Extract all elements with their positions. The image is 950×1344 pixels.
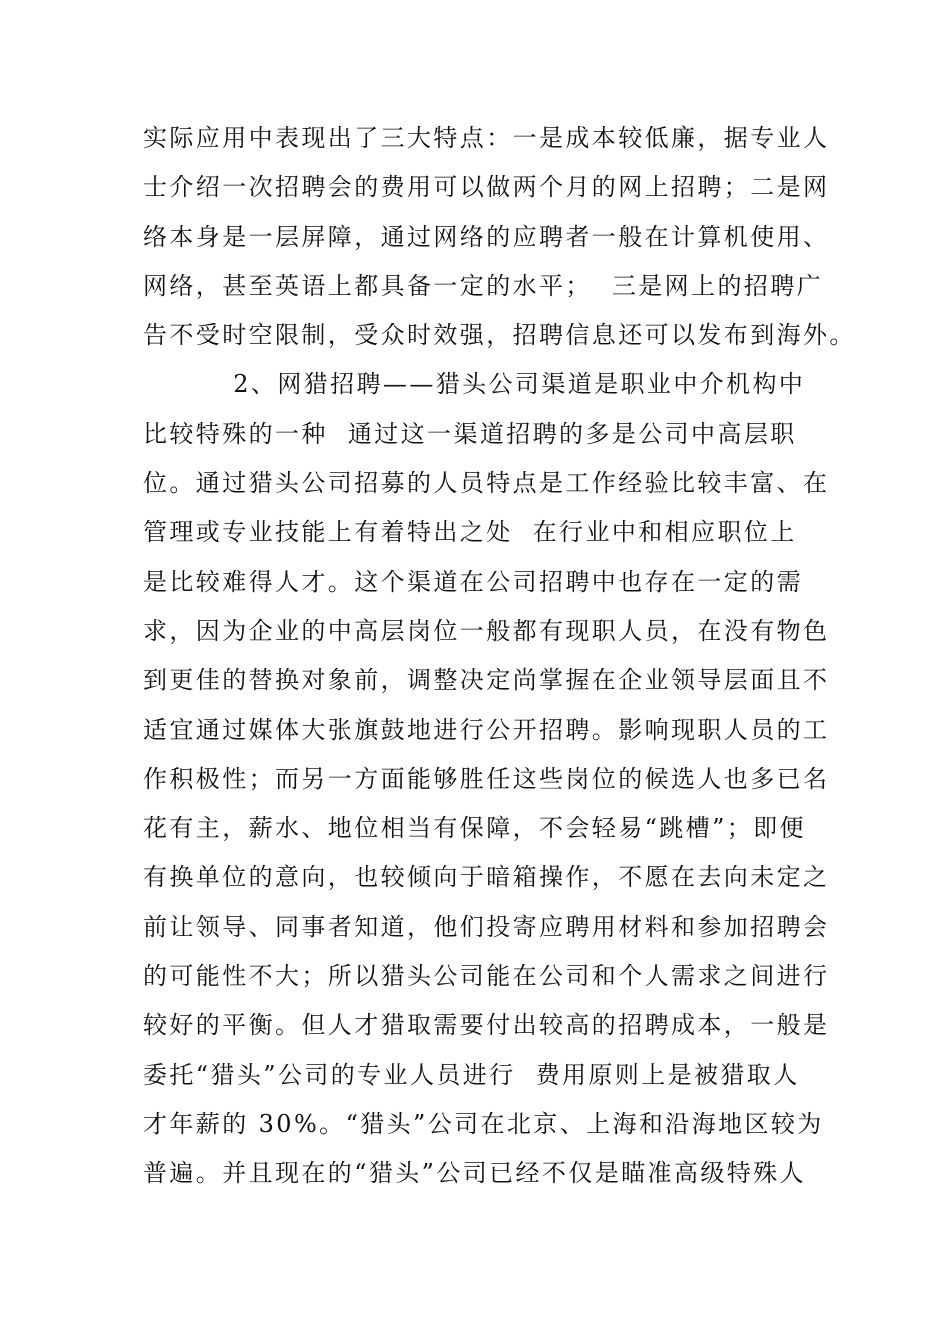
text-line: 花有主，薪水、地位相当有保障，不会轻易“跳槽”；即便 xyxy=(143,814,806,843)
text-line: 适宜通过媒体大张旗鼓地进行公开招聘。影响现职人员的工 xyxy=(143,715,830,744)
body-text xyxy=(143,114,856,1199)
text-line: 有换单位的意向，也较倾向于暗箱操作，不愿在去向未定之 xyxy=(143,863,830,892)
text-line: 到更佳的替换对象前，调整决定尚掌握在企业领导层面且不 xyxy=(143,666,830,695)
text-line: 网络，甚至英语上都具备一定的水平； 三是网上的招聘广 xyxy=(143,271,824,300)
text-line: 告不受时空限制，受众时效强，招聘信息还可以发布到海外。 xyxy=(143,321,856,350)
text-line: 作积极性；而另一方面能够胜任这些岗位的候选人也多已名 xyxy=(143,764,830,793)
text-line: 比较特殊的一种 通过这一渠道招聘的多是公司中高层职 xyxy=(143,419,797,448)
text-line: 管理或专业技能上有着特出之处 在行业中和相应职位上 xyxy=(143,518,797,547)
text-line: 实际应用中表现出了三大特点：一是成本较低廉，据专业人 xyxy=(143,124,830,152)
text-line: 的可能性不大；所以猎头公司能在公司和个人需求之间进行 xyxy=(143,962,830,991)
text-line: 较好的平衡。但人才猎取需要付出较高的招聘成本，一般是 xyxy=(143,1011,830,1040)
text-line: 位。通过猎头公司招募的人员特点是工作经验比较丰富、在 xyxy=(143,469,830,498)
text-line: 普遍。并且现在的“猎头”公司已经不仅是瞄准高级特殊人 xyxy=(143,1159,806,1188)
text-line: 是比较难得人才。这个渠道在公司招聘中也存在一定的需 xyxy=(143,567,803,596)
text-line: 士介绍一次招聘会的费用可以做两个月的网上招聘；二是网 xyxy=(143,173,830,202)
text-line: 2、网猎招聘——猎头公司渠道是职业中介机构中 xyxy=(143,370,806,399)
text-line: 前让领导、同事者知道，他们投寄应聘用材料和参加招聘会 xyxy=(143,912,830,941)
text-line: 才年薪的 30%。“猎头”公司在北京、上海和沿海地区较为 xyxy=(143,1109,824,1138)
text-line: 委托“猎头”公司的专业人员进行 费用原则上是被猎取人 xyxy=(143,1060,800,1089)
text-line: 求，因为企业的中高层岗位一般都有现职人员，在没有物色 xyxy=(143,616,830,645)
text-line: 络本身是一层屏障，通过网络的应聘者一般在计算机使用、 xyxy=(143,222,830,251)
